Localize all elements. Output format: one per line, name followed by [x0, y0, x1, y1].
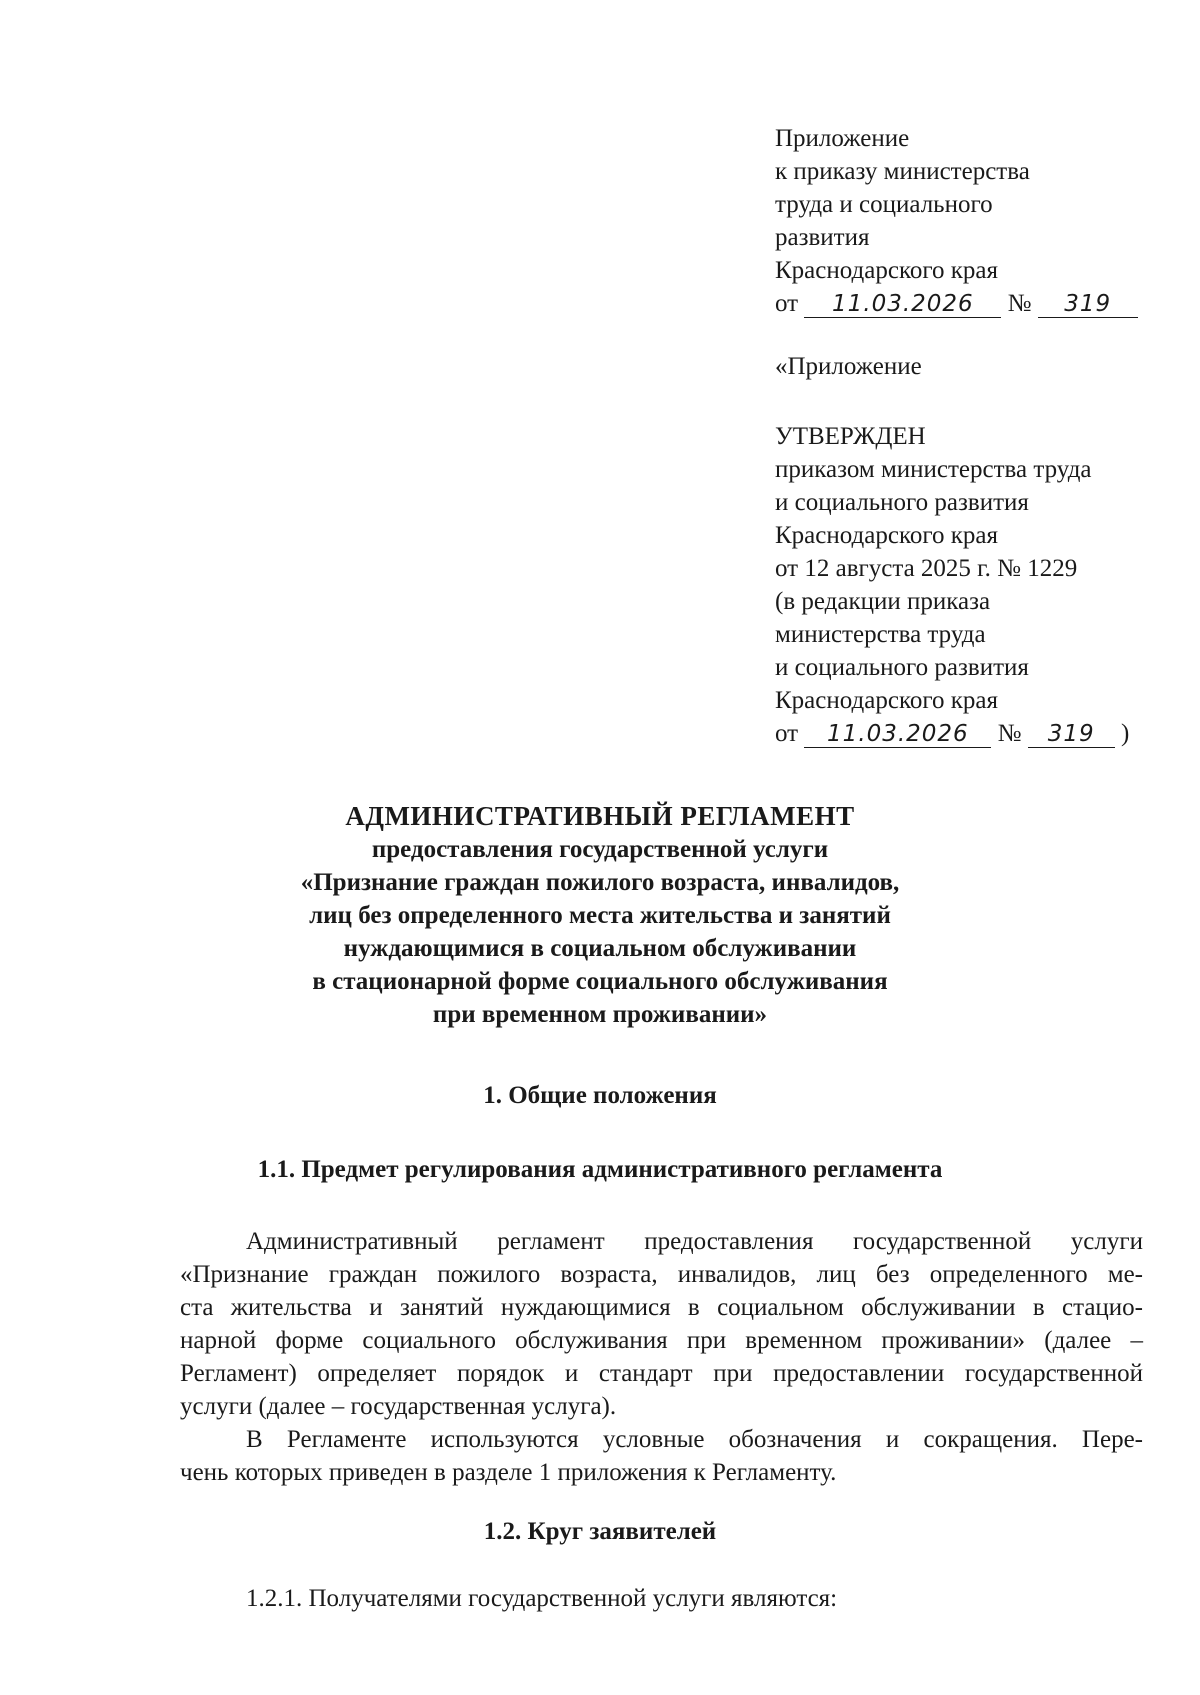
- approved-line: от 12 августа 2025 г. № 1229: [775, 555, 1078, 582]
- document-title-line: нуждающимися в социальном обслуживании: [343, 935, 857, 962]
- document-title: [0, 800, 1200, 1031]
- number-sign: №: [1007, 290, 1032, 317]
- paragraph-line: чень которых приведен в разделе 1 приложения к Регламенту.: [180, 1459, 837, 1486]
- approved-line: Краснодарского края: [775, 687, 998, 714]
- paragraph-line: Административный регламент предоставления государственной услуги: [246, 1228, 1143, 1255]
- appendix-line: Краснодарского края: [775, 257, 998, 284]
- appendix-header: [775, 122, 1138, 320]
- paragraph-line: «Признание граждан пожилого возраста, инвалидов, лиц без определенного ме-: [180, 1261, 1143, 1288]
- section-heading-1-2: 1.2. Круг заявителей: [483, 1518, 717, 1545]
- approved-date-line: [775, 717, 1129, 750]
- appendix-line: труда и социального: [775, 191, 993, 218]
- approved-line: Краснодарского края: [775, 522, 998, 549]
- paragraph-line: В Регламенте используются условные обозначения и сокращения. Пере-: [246, 1426, 1143, 1453]
- appendix-date-line: [775, 287, 1138, 320]
- handwritten-number: 319: [1028, 721, 1115, 748]
- approved-line: (в редакции приказа: [775, 588, 991, 615]
- quoted-appendix: [775, 350, 922, 383]
- paragraph-line: нарной форме социального обслуживания при временном проживании» (далее –: [180, 1327, 1143, 1354]
- approved-block: [775, 420, 1129, 750]
- document-title-line: «Признание граждан пожилого возраста, инвалидов,: [300, 869, 900, 896]
- paragraph-line: ста жительства и занятий нуждающимися в социальном обслуживании в стацио-: [180, 1294, 1143, 1321]
- appendix-line: развития: [775, 224, 870, 251]
- paragraph-regulation-subject: [180, 1225, 1143, 1423]
- document-title-line: предоставления государственной услуги: [371, 836, 829, 863]
- quoted-appendix-text: «Приложение: [775, 353, 922, 380]
- appendix-line: Приложение: [775, 125, 910, 152]
- approved-line: и социального развития: [775, 489, 1029, 516]
- handwritten-date: 11.03.2026: [804, 721, 991, 748]
- section-heading-1-1: 1.1. Предмет регулирования административного регламента: [257, 1156, 943, 1183]
- approved-line: министерства труда: [775, 621, 986, 648]
- paragraph-recipients: [180, 1582, 1143, 1615]
- document-title-line: лиц без определенного места жительства и занятий: [309, 902, 891, 929]
- appendix-line: к приказу министерства: [775, 158, 1030, 185]
- document-title-line: при временном проживании»: [432, 1001, 768, 1028]
- document-title-line: в стационарной форме социального обслуживания: [312, 968, 888, 995]
- approved-line: приказом министерства труда: [775, 456, 1092, 483]
- number-sign: №: [997, 720, 1022, 747]
- paragraph-line: Регламент) определяет порядок и стандарт при предоставлении государственной: [180, 1360, 1143, 1387]
- section-heading-1: 1. Общие положения: [483, 1082, 717, 1109]
- handwritten-number: 319: [1038, 291, 1138, 318]
- paragraph-abbreviations: [180, 1423, 1143, 1489]
- from-prefix: от: [775, 720, 799, 747]
- document-title-main: АДМИНИСТРАТИВНЫЙ РЕГЛАМЕНТ: [345, 801, 855, 831]
- paragraph-line: 1.2.1. Получателями государственной услуги являются:: [246, 1585, 838, 1612]
- approved-title: УТВЕРЖДЕН: [775, 423, 926, 450]
- paragraph-line: услуги (далее – государственная услуга).: [180, 1393, 617, 1420]
- handwritten-date: 11.03.2026: [804, 291, 1001, 318]
- approved-line: и социального развития: [775, 654, 1029, 681]
- from-prefix: от: [775, 290, 799, 317]
- closing-paren: ): [1120, 720, 1130, 747]
